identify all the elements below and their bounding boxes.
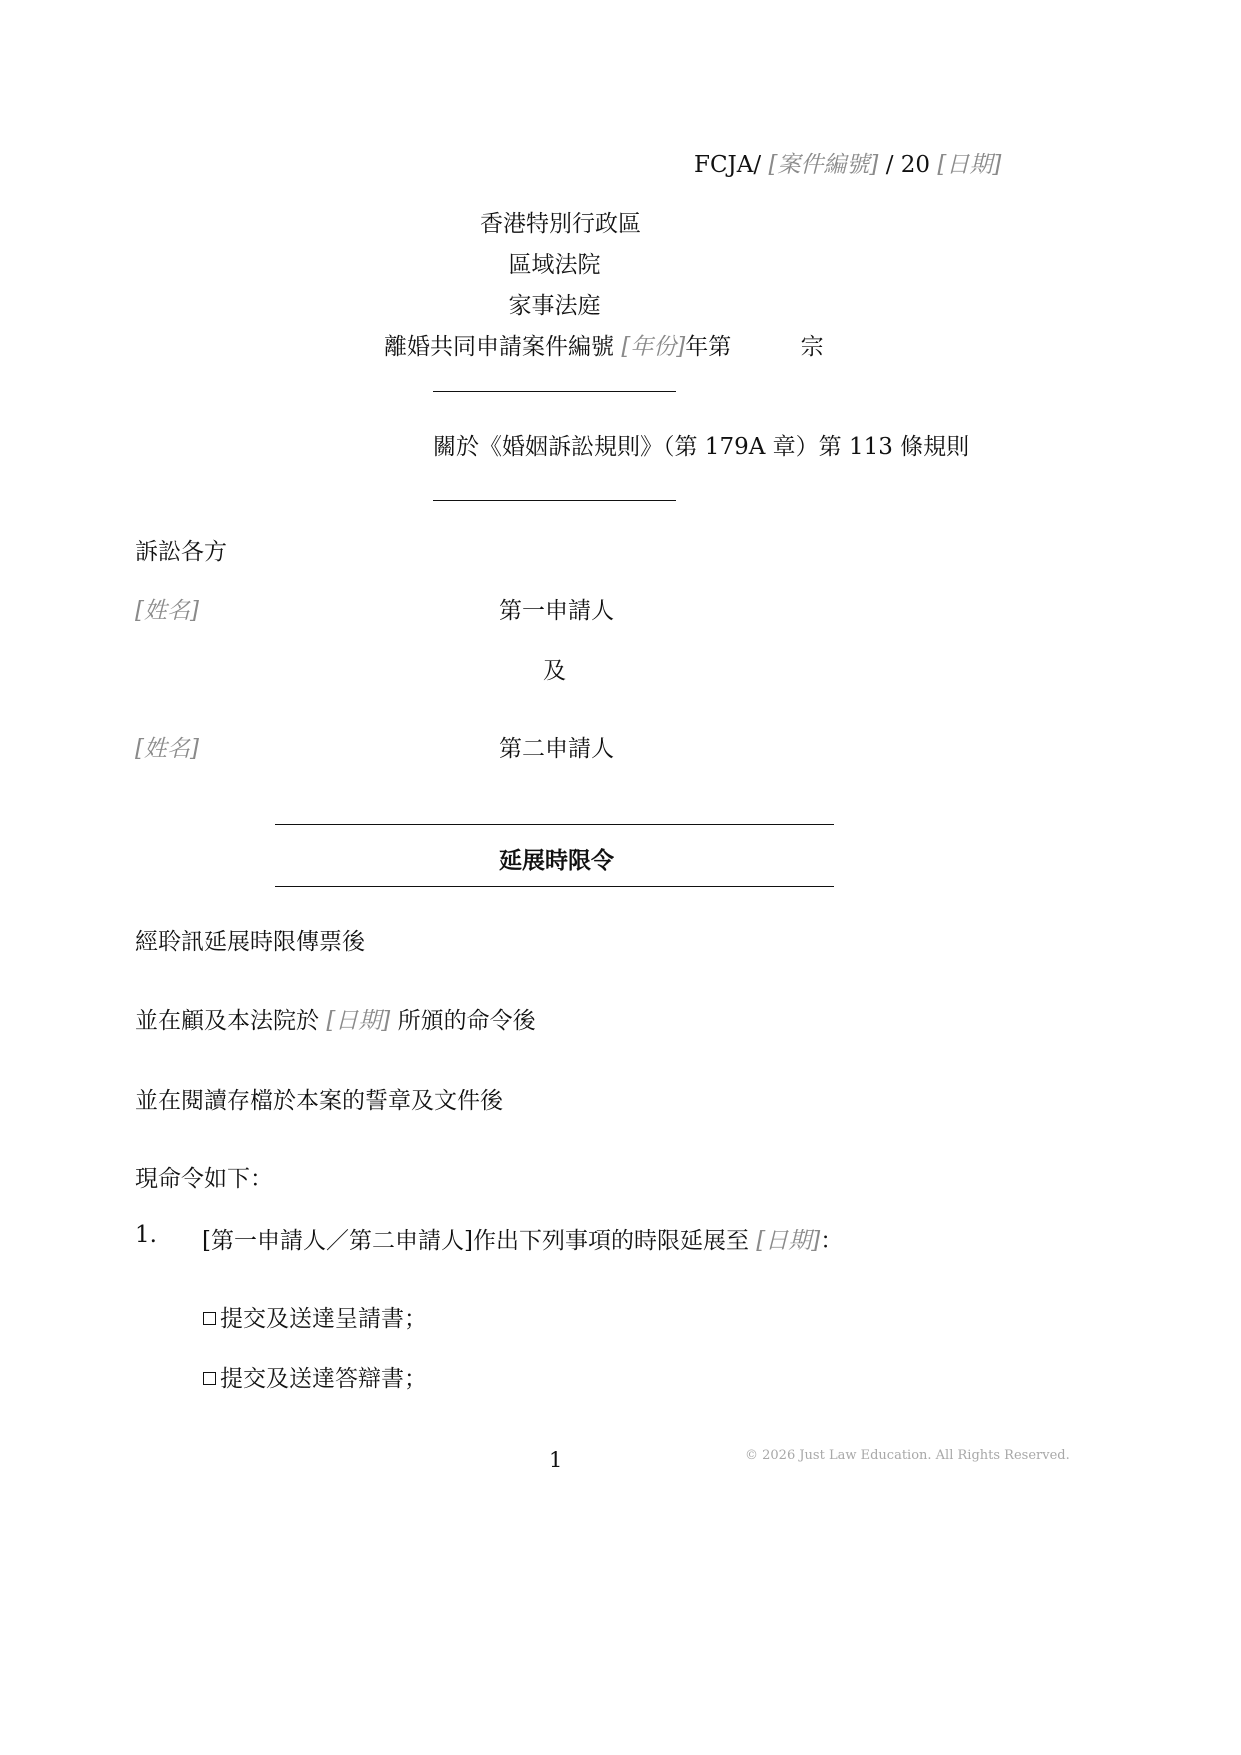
court-line-3: 家事法庭 [508, 293, 601, 319]
checkbox-icon[interactable] [203, 1312, 216, 1325]
matter-line: 關於《婚姻訴訟規則》（第 179A 章）第 113 條規則 [433, 434, 970, 460]
item-1-text-suffix: ： [820, 1228, 844, 1254]
first-applicant-role: 第一申請人 [499, 598, 614, 624]
option-answer [203, 1360, 427, 1393]
second-applicant-role: 第二申請人 [499, 736, 614, 762]
court-line-2: 區域法院 [508, 252, 601, 278]
case-number-placeholder: [案件編號] [768, 152, 879, 178]
case-ref-prefix: FCJA/ [694, 152, 762, 178]
case-line-prefix: 離婚共同申請案件編號 [384, 334, 614, 360]
case-ref-middle: / 20 [885, 152, 931, 178]
order-title: 延展時限令 [499, 847, 614, 874]
title-rule-bottom [275, 886, 834, 887]
parties-heading: 訴訟各方 [135, 539, 227, 565]
option-answer-label: 提交及送達答辯書； [220, 1366, 427, 1392]
recital-2 [135, 1002, 536, 1035]
page-number: 1 [549, 1448, 563, 1472]
recital-2-suffix: 所頒的命令後 [397, 1008, 536, 1034]
item-1-text-prefix: [第一申請人／第二申請人]作出下列事項的時限延展至 [202, 1228, 749, 1254]
recital-4: 現命令如下： [135, 1166, 273, 1192]
title-rule-top [275, 824, 834, 825]
recital-2-prefix: 並在顧及本法院於 [135, 1008, 319, 1034]
item-1-number: 1. [135, 1222, 157, 1248]
and-label: 及 [543, 658, 566, 684]
first-applicant-name-placeholder: [姓名] [135, 598, 199, 624]
year-placeholder: [年份] [621, 334, 686, 360]
case-reference [694, 146, 1001, 179]
copyright-notice: © 2026 Just Law Education. All Rights Reserved. [745, 1448, 1070, 1463]
second-applicant-name-placeholder: [姓名] [135, 736, 199, 762]
recital-3: 並在閱讀存檔於本案的誓章及文件後 [135, 1088, 503, 1114]
divider-matter [433, 500, 676, 501]
case-line-suffix: 宗 [800, 334, 824, 360]
checkbox-icon[interactable] [203, 1372, 216, 1385]
case-date-placeholder: [日期] [937, 152, 1002, 178]
option-petition-label: 提交及送達呈請書； [220, 1306, 427, 1332]
recital-1: 經聆訊延展時限傳票後 [135, 929, 365, 955]
divider-top [433, 391, 676, 392]
case-line-middle: 年第 [685, 334, 732, 360]
recital-2-date-placeholder: [日期] [326, 1008, 391, 1034]
case-number-line [384, 328, 824, 361]
court-line-1: 香港特別行政區 [480, 211, 641, 237]
item-1-text [202, 1222, 843, 1255]
option-petition [203, 1300, 427, 1333]
item-1-date-placeholder: [日期] [756, 1228, 821, 1254]
